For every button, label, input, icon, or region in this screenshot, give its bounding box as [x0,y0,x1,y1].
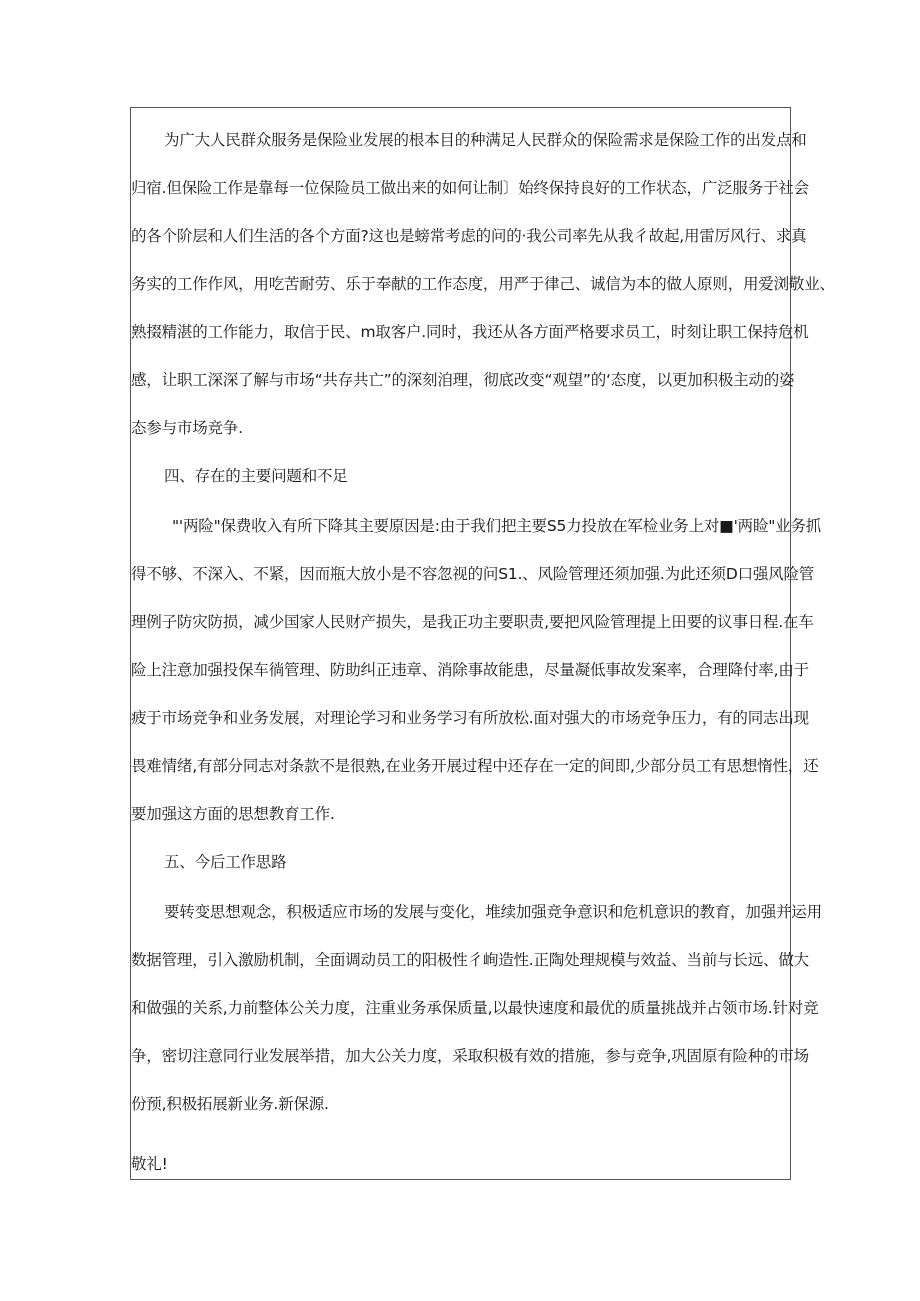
closing-salutation: 敬礼! [131,1155,168,1173]
paragraph1-line-5: 熟掇精湛的工作能力，取信于民、m取客户.同时，我还从各方面严格要求员工，时刻让职工保持危机 [131,323,809,341]
paragraph1-line-6: 感，让职工深深了解与市场“共存共亡”的深刻洎理，彻底改变“观望”的‘态度，以更加积极主动的姿 [131,371,795,389]
section-heading-future-plans: 五、今后工作思路 [164,853,287,871]
paragraph2-line-5: 疲于市场竞争和业务发展，对理论学习和业务学习有所放松.面对强大的市场竞争压力，有的同志出现 [131,709,809,727]
paragraph2-line-3: 理例子防灾防损，减少国家人民财产损失，是我正功主要职责,要把风险管理提上田要的议事日程.在车 [131,613,814,631]
paragraph3-line-5: 份预,积极拓展新业务.新保源. [131,1095,329,1113]
paragraph2-line-6: 畏难情绪,有部分同志对条款不是很熟,在业务开展过程中还存在一定的间即,少部分员工有思想惰性，还 [131,757,819,775]
paragraph2-line-4: 险上注意加强投保车徜管理、防助纠正违章、消除事故能患，尽量凝低事故发案率，合理降付率,由于 [131,661,809,679]
paragraph3-line-1: 要转变思想观念，积极适应市场的发展与变化，堆续加强竞争意识和危机意识的教育，加强并运用 [164,903,822,921]
paragraph3-line-4: 争，密切注意同行业发展举措，加大公关力度，采取积极有效的措施，参与竞争,巩固原有险种的市场 [131,1047,809,1065]
section-heading-problems: 四、存在的主要问题和不足 [164,467,348,485]
paragraph1-line-2: 归宿.但保险工作是靠每一位保险员工做出来的如何让制〕始终保持良好的工作状态，广泛服务于社会 [131,179,809,197]
document-frame [130,107,835,1180]
paragraph1-line-3: 的各个阶层和人们生活的各个方面?这也是螃常考虑的问的·我公司率先从我彳故起,用雷厉风行、求真 [131,227,807,245]
paragraph1-line-1: 为广大人民群众服务是保险业发展的根本目的种满足人民群众的保险需求是保险工作的出发点和 [164,131,807,149]
paragraph2-line-2: 得不够、不深入、不紧，因而瓶大放小是不容忽视的问S1.、风险管理还须加强.为此还须D口强风险管 [131,565,815,583]
paragraph2-line-1: "'两险"保费收入有所下降其主要原因是:由于我们把主要S5力投放在军检业务上对■'两睑"业务抓 [172,517,822,535]
paragraph3-line-3: 和做强的关系,力前整体公关力度，注重业务承保质量,以最快速度和最优的质量挑战并占领市场.针对竞 [131,999,819,1017]
paragraph1-line-7: 态参与市场竞争. [131,419,243,437]
paragraph2-line-7: 要加强这方面的思想教育工作. [131,805,335,823]
paragraph3-line-2: 数据管理，引入激励机制，全面调动员工的阳极性彳峋造性.正陶处理规模与效益、当前与长远、做大 [131,951,809,969]
paragraph1-line-4: 务实的工作作风，用吃苦耐劳、乐于奉献的工作态度，用严于律己、诚信为本的做人原则，用爱浏敬业、 [131,275,835,293]
